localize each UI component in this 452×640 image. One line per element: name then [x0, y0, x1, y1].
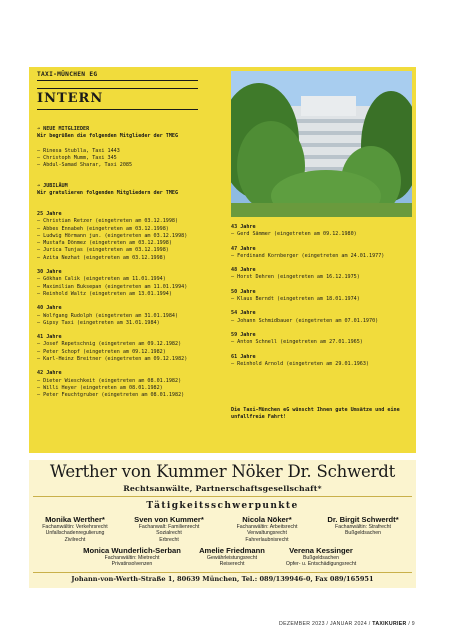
list-item: – Gipsy Taxi (eingetreten am 31.01.1984): [37, 319, 160, 326]
page-title: INTERN: [37, 91, 104, 106]
jubilee-heading: JUBILÄUM: [43, 183, 68, 189]
lawyer-specialty: Reiserecht: [219, 561, 245, 568]
lawyer-name: Monika Werther*: [45, 515, 105, 524]
lawyer-specialty: Bußgeldsachen: [344, 530, 382, 537]
new-members-block: [37, 126, 227, 169]
jubilee-group: [231, 310, 412, 325]
members-intro: Wir begrüßen die folgenden Mitglieder der TMEG: [37, 133, 179, 140]
list-item: – Horst Dehren (eingetreten am 16.12.1975): [231, 274, 360, 281]
jubilee-group: [37, 334, 227, 363]
group-title: 47 Jahre: [231, 245, 256, 252]
lawyer-entry: [266, 546, 376, 568]
jubilee-group: [231, 246, 412, 261]
group-title: 40 Jahre: [37, 305, 62, 312]
group-title: 61 Jahre: [231, 353, 256, 360]
jubilee-right-column: [231, 224, 412, 375]
jubilee-group: [231, 354, 412, 369]
list-item: – Josef Repetschnig (eingetreten am 09.12.1982): [37, 341, 182, 348]
list-item: – Karl-Heinz Breitner (eingetreten am 09.12.1982): [37, 356, 188, 363]
list-item: – Jurica Tunjas (eingetreten am 03.12.1998): [37, 247, 169, 254]
list-item: – Klaus Berndt (eingetreten am 18.01.1974): [231, 296, 360, 303]
list-item: – Peter Feuchtgruber (eingetreten am 08.01.1982): [37, 392, 185, 399]
lawyer-name: Verena Kessinger: [289, 546, 353, 555]
list-item: – Gökhan Calik (eingetreten am 11.01.1994): [37, 276, 166, 283]
divider: [33, 496, 412, 497]
ad-firm-names: Werther von Kummer Nöker Dr. Schwerdt: [49, 462, 396, 481]
lawyer-specialty: Fachanwältin: Arbeitsrecht: [236, 524, 298, 530]
jubilee-group: [231, 224, 412, 239]
lawyer-specialty: Fachanwältin: Verkehrsrecht: [42, 524, 108, 530]
group-title: 48 Jahre: [231, 267, 256, 274]
jubilee-heading-block: [37, 183, 227, 198]
lawyer-name: Dr. Birgit Schwerdt*: [327, 515, 399, 524]
jubilee-group: [37, 269, 227, 298]
group-title: 30 Jahre: [37, 269, 62, 276]
footer-page: / 9: [408, 621, 415, 627]
group-title: 42 Jahre: [37, 370, 62, 377]
divider: [33, 572, 412, 573]
lawfirm-ad: [29, 460, 416, 588]
list-item: – Dieter Wieschkeit (eingetreten am 08.01.1982): [37, 377, 182, 384]
members-heading: NEUE MITGLIEDER: [43, 126, 90, 132]
lawyer-specialty: Fahrerlaubnisrecht: [245, 536, 289, 543]
jubilee-group: [231, 332, 412, 347]
jubilee-left-column: [37, 211, 227, 407]
group-title: 50 Jahre: [231, 288, 256, 295]
list-item: – Reinhold Waltz (eingetreten am 13.01.1994): [37, 290, 172, 297]
list-item: – Reinhold Arnold (eingetreten am 29.01.1963): [231, 360, 370, 367]
list-item: – Anton Schnell (eingetreten am 27.01.1965): [231, 339, 363, 346]
divider: [37, 80, 198, 81]
closing-note: Die Taxi-München eG wünscht Ihnen gute Umsätze und eine unfallfreie Fahrt!: [231, 407, 400, 421]
lawyer-entry: [77, 546, 187, 568]
list-item: – Gerd Sämmer (eingetreten am 09.12.1980): [231, 231, 357, 238]
list-item: – Maximilian Buksepan (eingetreten am 11.01.1994): [37, 283, 188, 290]
list-item: – Willi Heyer (eingetreten am 08.01.1982): [37, 384, 163, 391]
group-title: 25 Jahre: [37, 211, 62, 217]
lawyer-specialty: Fachanwältin: Mietrecht: [104, 555, 160, 561]
footer-issue: DEZEMBER 2023 / JANUAR 2024 /: [279, 621, 371, 627]
lawyer-specialty: Unfallschadenregulierung: [45, 530, 105, 537]
footer-magazine: TAXIKURIER: [372, 621, 407, 627]
jubilee-group: [37, 370, 227, 399]
jubilee-group: [231, 267, 412, 282]
lawyer-specialty: Bußgeldsachen: [302, 555, 340, 561]
arrow-right-icon: ➔: [37, 126, 44, 132]
page-footer: [279, 621, 415, 627]
list-item: – Ferdinand Kornberger (eingetreten am 24.01.1977): [231, 252, 385, 259]
building-photo: [231, 71, 412, 217]
lawyer-name: Sven von Kummer*: [134, 515, 204, 524]
divider: [37, 109, 198, 110]
jubilee-group: [37, 211, 227, 262]
lawyer-specialty: Sozialrecht: [156, 530, 182, 537]
divider: [37, 88, 198, 89]
ad-subtitle: Rechtsanwälte, Partnerschaftsgesellschaft*: [123, 484, 322, 493]
lawyer-specialty: Privatinsolvenzen: [111, 561, 153, 568]
lawyer-specialty: Verwaltungsrecht: [247, 530, 287, 537]
lawyer-specialty: Fachanwalt: Familienrecht: [138, 524, 200, 530]
jubilee-group: [37, 305, 227, 327]
group-title: 43 Jahre: [231, 224, 256, 230]
lawyer-entry: [308, 515, 418, 537]
lawyer-name: Monica Wunderlich-Serban: [83, 546, 181, 555]
section-label: TAXI-MÜNCHEN EG: [37, 71, 98, 78]
list-item: – Abdul-Samad Sharar, Taxi 2085: [37, 162, 133, 169]
group-title: 54 Jahre: [231, 310, 256, 317]
jubilee-group: [231, 289, 412, 304]
group-title: 41 Jahre: [37, 334, 62, 341]
list-item: – Mustafa Dönmez (eingetreten am 03.12.1998): [37, 240, 172, 247]
list-item: – Abbes Ennabeh (eingetreten am 03.12.1998): [37, 225, 169, 232]
list-item: – Rinesa Stublla, Taxi 1443: [37, 147, 120, 154]
jubilee-intro: Wir gratulieren folgenden Mitgliedern der TMEG: [37, 190, 179, 197]
list-item: – Peter Schopf (eingetreten am 09.12.1982): [37, 348, 166, 355]
list-item: – Ludwig Hörmann jun. (eingetreten am 03.12.1998): [37, 232, 188, 239]
lawyer-specialty: Fachanwältin: Strafrecht: [335, 524, 391, 530]
lawyer-name: Nicola Nöker*: [242, 515, 292, 524]
lawyer-entry: [114, 515, 224, 543]
list-item: – Christoph Mumm, Taxi 345: [37, 154, 117, 161]
ad-focus-heading: Tätigkeitsschwerpunkte: [146, 501, 299, 511]
lawyer-entry: [212, 515, 322, 543]
lawyer-name: Amelie Friedmann: [199, 546, 265, 555]
list-item: – Wolfgang Rudolph (eingetreten am 31.01.1984): [37, 312, 179, 319]
arrow-right-icon: ➔: [37, 183, 44, 189]
lawyer-specialty: Zivilrecht: [64, 536, 86, 543]
list-item: – Azita Nezhat (eingetreten am 03.12.1998): [37, 254, 166, 261]
group-title: 59 Jahre: [231, 331, 256, 338]
list-item: – Christian Retzer (eingetreten am 03.12.1998): [37, 218, 179, 225]
lawyer-specialty: Opfer- u. Entschädigungsrecht: [285, 561, 357, 568]
lawyer-specialty: Erbrecht: [159, 536, 179, 543]
lawyer-specialty: Gewährleistungsrecht: [206, 555, 258, 561]
ad-address: Johann-von-Werth-Straße 1, 80639 München, Tel.: 089/139946-0, Fax 089/165951: [71, 575, 374, 583]
list-item: – Johann Schmidbauer (eingetreten am 07.01.1970): [231, 317, 379, 324]
